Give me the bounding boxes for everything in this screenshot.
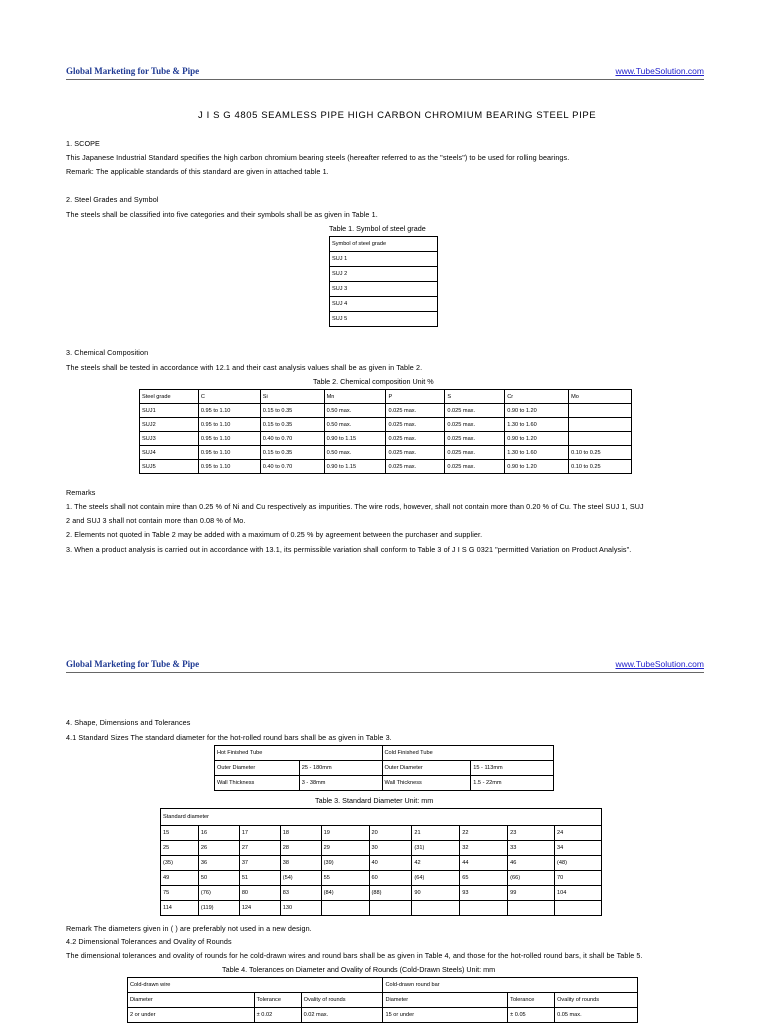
table-4 — [127, 977, 638, 1023]
table-cell: 0.025 max. — [445, 432, 505, 446]
table-cell: ± 0.02 — [254, 1008, 301, 1023]
table-cell: 29 — [321, 841, 369, 856]
table-cell: 0.10 to 0.25 — [569, 460, 632, 474]
table-cell: (31) — [412, 841, 460, 856]
table-cell: 104 — [555, 886, 602, 901]
header-divider — [66, 79, 704, 80]
table-cell: 0.05 max. — [555, 1008, 638, 1023]
table-cell: 0.025 max. — [445, 404, 505, 418]
table-header-cell: Tolerance — [254, 993, 301, 1008]
table-cell: 0.025 max. — [445, 446, 505, 460]
table-cell: SUJ 5 — [330, 312, 438, 327]
table-cell: 25 - 180mm — [299, 761, 382, 776]
table-cell — [569, 404, 632, 418]
table-cell: 0.95 to 1.10 — [198, 418, 260, 432]
header-link[interactable]: www.TubeSolution.com — [615, 659, 704, 669]
table-caption: Table 4. Tolerances on Diameter and Ovality of Rounds (Cold-Drawn Steels) Unit: mm — [222, 965, 496, 974]
table-cell: (35) — [161, 856, 199, 871]
table-cell: SUJ 1 — [330, 252, 438, 267]
table-cell: Wall Thickness — [382, 776, 471, 791]
table-row — [161, 871, 602, 886]
table-cell: 0.15 to 0.35 — [260, 404, 324, 418]
table-caption: Table 1. Symbol of steel grade — [329, 224, 426, 233]
table-cell: ± 0.05 — [508, 1008, 555, 1023]
table-cell — [569, 418, 632, 432]
table-cell: (39) — [321, 856, 369, 871]
table-cell: 15 or under — [383, 1008, 508, 1023]
table-cell: 0.95 to 1.10 — [198, 404, 260, 418]
table-header-cell: S — [445, 390, 505, 404]
table-row — [215, 776, 554, 791]
table-cell: 3 - 38mm — [299, 776, 382, 791]
document-title: J I S G 4805 SEAMLESS PIPE HIGH CARBON CHROMIUM BEARING STEEL PIPE — [198, 110, 597, 121]
table-cell: 93 — [460, 886, 508, 901]
table-1 — [329, 236, 438, 327]
table-row — [161, 901, 602, 916]
table-row — [161, 856, 602, 871]
table-cell: 0.95 to 1.10 — [198, 446, 260, 460]
table-cell: 15 — [161, 826, 199, 841]
table-cell: 0.025 max. — [386, 446, 445, 460]
table-cell: 19 — [321, 826, 369, 841]
table-cell: 37 — [239, 856, 280, 871]
table-cell: 22 — [460, 826, 508, 841]
paragraph: 4.1 Standard Sizes The standard diameter for the hot-rolled round bars shall be as given in Table 3. — [66, 733, 392, 742]
table-cell: SUJ 3 — [330, 282, 438, 297]
table-cell: Symbol of steel grade — [330, 237, 438, 252]
table-3 — [160, 808, 602, 916]
table-header-cell: Diameter — [383, 993, 508, 1008]
table-cell: SUJ4 — [140, 446, 199, 460]
table-row — [215, 761, 554, 776]
header-link[interactable]: www.TubeSolution.com — [615, 66, 704, 76]
table-cell: 49 — [161, 871, 199, 886]
table-cell: 50 — [198, 871, 239, 886]
table-cell: 0.15 to 0.35 — [260, 446, 324, 460]
table-cell: 80 — [239, 886, 280, 901]
table-cell: (54) — [280, 871, 321, 886]
remark-text: 2 and SUJ 3 shall not contain more than 0.08 % of Mo. — [66, 516, 246, 525]
table-cell: 46 — [508, 856, 555, 871]
table-cell: 1.30 to 1.60 — [505, 446, 569, 460]
subsection-heading: 4.2 Dimensional Tolerances and Ovality of Rounds — [66, 937, 232, 946]
table-cell: 0.02 max. — [301, 1008, 383, 1023]
remarks-heading: Remarks — [66, 488, 96, 497]
table-cell: SUJ1 — [140, 404, 199, 418]
table-cell: Wall Thickness — [215, 776, 300, 791]
table-cell: 90 — [412, 886, 460, 901]
table-cell — [369, 901, 412, 916]
table-cell: 40 — [369, 856, 412, 871]
remark-text: 1. The steels shall not contain mire than 0.25 % of Ni and Cu respectively as impurities. The wire rods, however, shall not contain more than 0.20 % of Cu. The steel SUJ 1, SUJ — [66, 502, 644, 511]
remark-text: Remark The diameters given in ( ) are preferably not used in a new design. — [66, 924, 312, 933]
table-cell — [321, 901, 369, 916]
table-row — [140, 418, 632, 432]
table-cell: 0.95 to 1.10 — [198, 432, 260, 446]
table-cell: 0.025 max. — [445, 418, 505, 432]
table-row — [161, 826, 602, 841]
table-cell: 0.50 max. — [324, 418, 386, 432]
table-cell: 55 — [321, 871, 369, 886]
table-cell: 0.95 to 1.10 — [198, 460, 260, 474]
table-cell: 51 — [239, 871, 280, 886]
table-cell: 17 — [239, 826, 280, 841]
table-cell — [508, 901, 555, 916]
table-cell: 0.90 to 1.20 — [505, 460, 569, 474]
remark-text: 2. Elements not quoted in Table 2 may be added with a maximum of 0.25 % by agreement between the purchaser and supplier. — [66, 530, 483, 539]
table-header-cell: Ovality of rounds — [555, 993, 638, 1008]
table-cell: 0.90 to 1.20 — [505, 404, 569, 418]
table-row — [140, 404, 632, 418]
table-cell: 0.40 to 0.70 — [260, 432, 324, 446]
table-header-cell: Cold Finished Tube — [382, 746, 554, 761]
table-cell: 16 — [198, 826, 239, 841]
table-header-cell: Si — [260, 390, 324, 404]
brand-text: Global Marketing for Tube & Pipe — [66, 66, 200, 76]
table-cell — [412, 901, 460, 916]
table-cell: 65 — [460, 871, 508, 886]
table-header-cell: Hot Finished Tube — [215, 746, 383, 761]
remark-text: 3. When a product analysis is carried out in accordance with 13.1, its permissible variation shall conform to Table 3 of J I S G 0321 "permitted Variation on Product Analysis". — [66, 545, 632, 554]
table-cell: (119) — [198, 901, 239, 916]
table-cell: 36 — [198, 856, 239, 871]
header-divider — [66, 672, 704, 673]
table-cell: SUJ 4 — [330, 297, 438, 312]
paragraph: The steels shall be tested in accordance with 12.1 and their cast analysis values shall be as given in Table 2. — [66, 363, 423, 372]
table-cell: SUJ 2 — [330, 267, 438, 282]
table-row — [128, 1008, 638, 1023]
table-cell: (48) — [555, 856, 602, 871]
table-cell: 26 — [198, 841, 239, 856]
table-cell: 0.025 max. — [386, 460, 445, 474]
table-cell: 0.40 to 0.70 — [260, 460, 324, 474]
table-cell: 0.50 max. — [324, 446, 386, 460]
table-cell: (88) — [369, 886, 412, 901]
table-header-cell: P — [386, 390, 445, 404]
table-cell: 83 — [280, 886, 321, 901]
table-caption: Table 2. Chemical composition Unit % — [313, 377, 434, 386]
table-header-cell: Steel grade — [140, 390, 199, 404]
table-cell: 0.025 max. — [386, 418, 445, 432]
table-header-cell: Cold-drawn wire — [128, 978, 383, 993]
table-cell: 18 — [280, 826, 321, 841]
table-cell: 2 or under — [128, 1008, 255, 1023]
paragraph: This Japanese Industrial Standard specifies the high carbon chromium bearing steels (hereafter referred to as the "steels") to be used for rolling bearings. — [66, 153, 570, 162]
table-cell: 20 — [369, 826, 412, 841]
table-cell: Outer Diameter — [215, 761, 300, 776]
table-cell: 0.025 max. — [386, 432, 445, 446]
table-caption: Table 3. Standard Diameter Unit: mm — [315, 796, 434, 805]
table-header-cell: Cold-drawn round bar — [383, 978, 638, 993]
table-header-cell: Tolerance — [508, 993, 555, 1008]
table-cell: 124 — [239, 901, 280, 916]
table-cell: 25 — [161, 841, 199, 856]
table-cell: 0.90 to 1.15 — [324, 432, 386, 446]
table-cell: 23 — [508, 826, 555, 841]
table-cell: 30 — [369, 841, 412, 856]
paragraph: The dimensional tolerances and ovality of rounds for he cold-drawn wires and round bars shall be as given in Table 4, and those for the hot-rolled round bars, it shall be Table 5. — [66, 951, 643, 960]
table-cell: 33 — [508, 841, 555, 856]
table-cell: 114 — [161, 901, 199, 916]
table-cell: (64) — [412, 871, 460, 886]
table-cell: 0.90 to 1.15 — [324, 460, 386, 474]
table-header-cell: Ovality of rounds — [301, 993, 383, 1008]
section-heading: 4. Shape, Dimensions and Tolerances — [66, 718, 191, 727]
table-cell: 32 — [460, 841, 508, 856]
table-cell: 28 — [280, 841, 321, 856]
table-cell: 44 — [460, 856, 508, 871]
table-cell: 0.10 to 0.25 — [569, 446, 632, 460]
table-cell — [555, 901, 602, 916]
table-cell: SUJ5 — [140, 460, 199, 474]
table-cell — [460, 901, 508, 916]
table-cell: 0.025 max. — [445, 460, 505, 474]
table-cell: (66) — [508, 871, 555, 886]
table-cell: (76) — [198, 886, 239, 901]
table-cell: 15 - 113mm — [471, 761, 554, 776]
table-row — [140, 460, 632, 474]
table-cell: 38 — [280, 856, 321, 871]
table-header-cell: Mo — [569, 390, 632, 404]
table-cell: 27 — [239, 841, 280, 856]
table-cell: 0.90 to 1.20 — [505, 432, 569, 446]
section-heading: 2. Steel Grades and Symbol — [66, 195, 159, 204]
section-heading: 3. Chemical Composition — [66, 348, 149, 357]
table-cell: Outer Diameter — [382, 761, 471, 776]
table-cell: 0.15 to 0.35 — [260, 418, 324, 432]
table-cell: 75 — [161, 886, 199, 901]
table-cell: SUJ2 — [140, 418, 199, 432]
table-row — [161, 841, 602, 856]
table-cell: 24 — [555, 826, 602, 841]
brand-text: Global Marketing for Tube & Pipe — [66, 659, 200, 669]
table-header-cell: Mn — [324, 390, 386, 404]
table-cell: 34 — [555, 841, 602, 856]
paragraph: Remark: The applicable standards of this standard are given in attached table 1. — [66, 167, 329, 176]
section-heading: 1. SCOPE — [66, 139, 100, 148]
table-cell: 1.5 - 22mm — [471, 776, 554, 791]
table-cell: 1.30 to 1.60 — [505, 418, 569, 432]
table-2 — [139, 389, 632, 474]
table-cell: 130 — [280, 901, 321, 916]
table-cell: 60 — [369, 871, 412, 886]
table-header-cell: Diameter — [128, 993, 255, 1008]
table-header-cell: Cr — [505, 390, 569, 404]
table-cell: SUJ3 — [140, 432, 199, 446]
table-header-cell: Standard diameter — [161, 809, 602, 826]
table-row — [161, 886, 602, 901]
table-cell: 21 — [412, 826, 460, 841]
table-header-cell: C — [198, 390, 260, 404]
table-cell: 42 — [412, 856, 460, 871]
table-cell: 99 — [508, 886, 555, 901]
table-row — [140, 432, 632, 446]
tube-size-table — [214, 745, 554, 791]
table-cell: 70 — [555, 871, 602, 886]
table-cell — [569, 432, 632, 446]
table-cell: 0.025 max. — [386, 404, 445, 418]
table-cell: 0.50 max. — [324, 404, 386, 418]
paragraph: The steels shall be classified into five categories and their symbols shall be as given in Table 1. — [66, 210, 378, 219]
table-cell: (84) — [321, 886, 369, 901]
table-row — [140, 446, 632, 460]
